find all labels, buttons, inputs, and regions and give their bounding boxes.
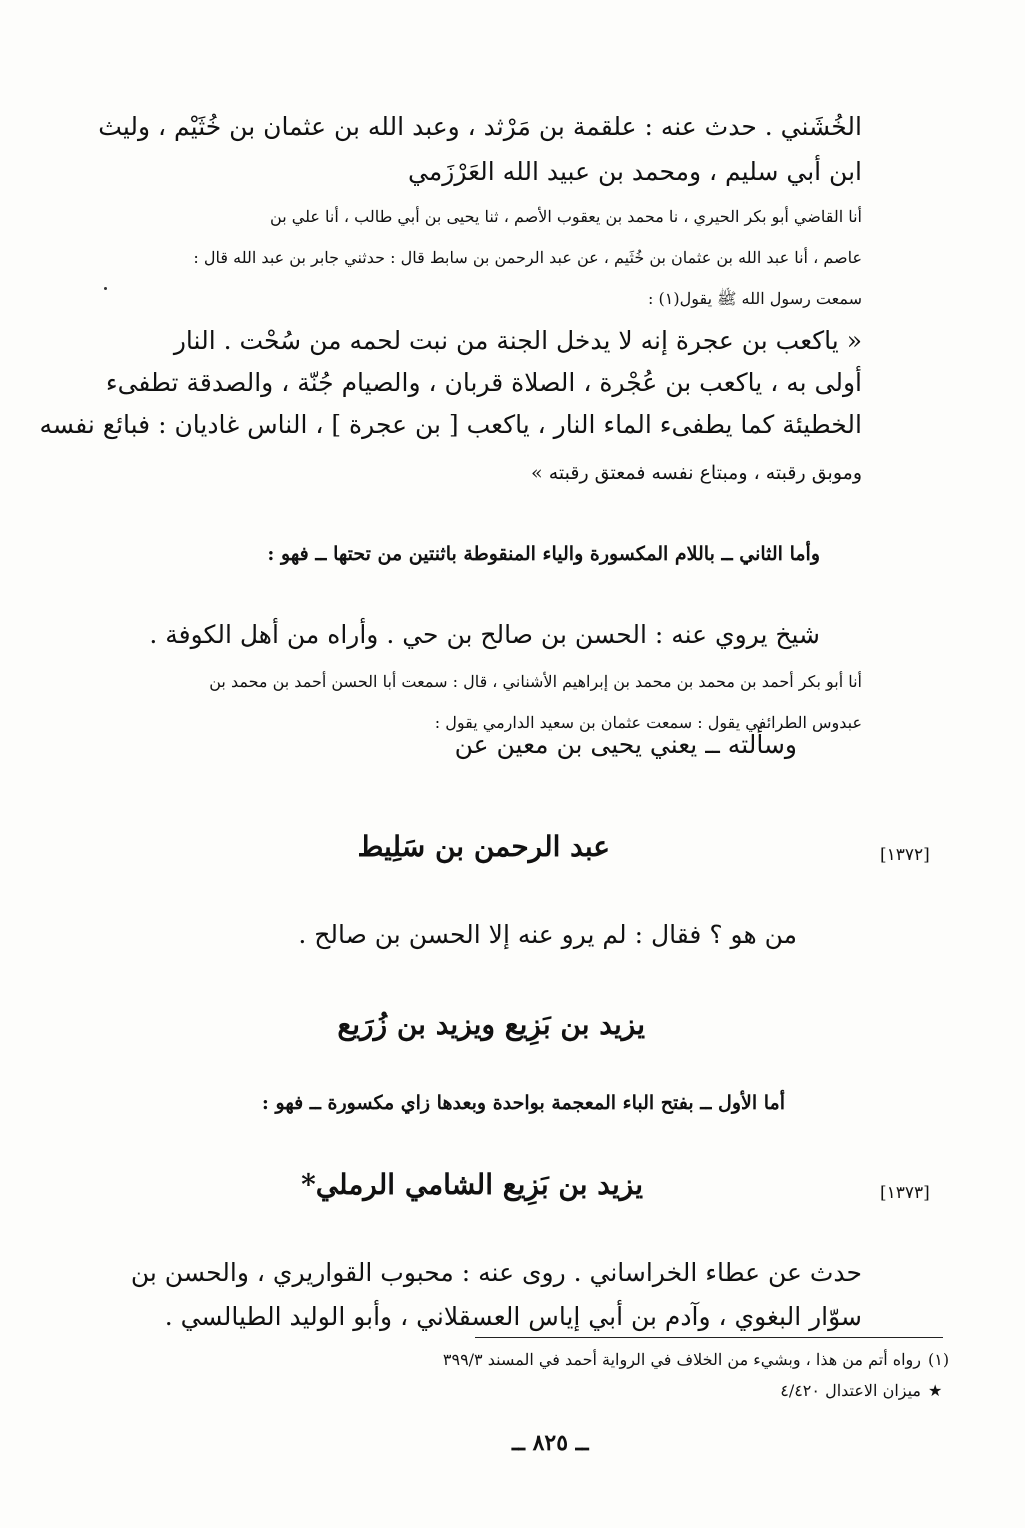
footnote-rule: [475, 1337, 943, 1338]
margin-dot: [104, 287, 107, 290]
isnad-line-5: عبدوس الطرائفي يقول : سمعت عثمان بن سعيد الدارمي يقول :: [434, 713, 862, 732]
footnote-1-text: رواه أتم من هذا ، وبشيء من الخلاف في الرواية أحمد في المسند ٣٩٩/٣: [442, 1350, 921, 1369]
section-intro-first: أما الأول ــ بفتح الباء المعجمة بواحدة وبعدها زاي مكسورة ــ فهو :: [261, 1092, 785, 1114]
hadith-line-2: أولى به ، ياكعب بن عُجْرة ، الصلاة قربان ، والصيام جُنّة ، والصدقة تطفىء: [105, 368, 862, 397]
body-line-narrators: سوّار البغوي ، وآدم بن أبي إياس العسقلاني ، وأبو الوليد الطيالسي .: [164, 1302, 862, 1331]
footnote-star-marker: ★: [928, 1381, 943, 1400]
page-number: ــ ٨٢٥ ــ: [512, 1430, 589, 1456]
section-heading: يزيد بن بَزِيع ويزيد بن زُرَيع: [337, 1008, 645, 1041]
entry-number-1373: [١٣٧٣]: [880, 1183, 930, 1203]
hadith-line-3: الخطيئة كما يطفىء الماء النار ، ياكعب [ بن عجرة ] ، الناس غاديان : فبائع نفسه: [39, 410, 862, 439]
body-line-2: ابن أبي سليم ، ومحمد بن عبيد الله العَرْزَمي: [408, 157, 862, 186]
isnad-line-3: سمعت رسول الله ﷺ يقول(١) :: [648, 289, 862, 308]
footnote-1-marker: (١): [928, 1350, 950, 1369]
entry-heading-1373: يزيد بن بَزِيع الشامي الرملي*: [301, 1168, 643, 1201]
hadith-line-4: وموبق رقبته ، ومبتاع نفسه فمعتق رقبته »: [531, 462, 862, 484]
body-line-1: الخُشَني . حدث عنه : علقمة بن مَرْثد ، وعبد الله بن عثمان بن خُثَيْم ، وليث: [98, 112, 862, 141]
hadith-line-1: « ياكعب بن عجرة إنه لا يدخل الجنة من نبت لحمه من سُحْت . النار: [173, 326, 862, 355]
isnad-line-2: عاصم ، أنا عبد الله بن عثمان بن خُثَيم ، عن عبد الرحمن بن سابط قال : حدثني جابر بن عبد الله قال :: [193, 248, 862, 267]
entry-heading-1372: عبد الرحمن بن سَلِيط: [357, 830, 610, 863]
footnote-star-text: ميزان الاعتدال ٤/٤٢٠: [780, 1381, 921, 1400]
section-intro-second: وأما الثاني ــ باللام المكسورة والياء المنقوطة باثنتين من تحتها ــ فهو :: [267, 543, 820, 565]
isnad-line-1: أنا القاضي أبو بكر الحيري ، نا محمد بن يعقوب الأصم ، ثنا يحيى بن أبي طالب ، أنا علي بن: [270, 207, 862, 226]
isnad-line-4: أنا أبو بكر أحمد بن محمد بن محمد بن إبراهيم الأشناني ، قال : سمعت أبا الحسن أحمد بن محمد بن: [209, 672, 862, 691]
body-line-answer: من هو ؟ فقال : لم يرو عنه إلا الحسن بن صالح .: [298, 920, 797, 949]
body-line-shaykh: شيخ يروي عنه : الحسن بن صالح بن حي . وأراه من أهل الكوفة .: [149, 620, 820, 649]
entry-number-1372: [١٣٧٢]: [880, 845, 930, 865]
body-line-question: وسألته ــ يعني يحيى بن معين عن: [454, 730, 797, 759]
body-line-narrated: حدث عن عطاء الخراساني . روى عنه : محبوب القواريري ، والحسن بن: [130, 1258, 862, 1287]
